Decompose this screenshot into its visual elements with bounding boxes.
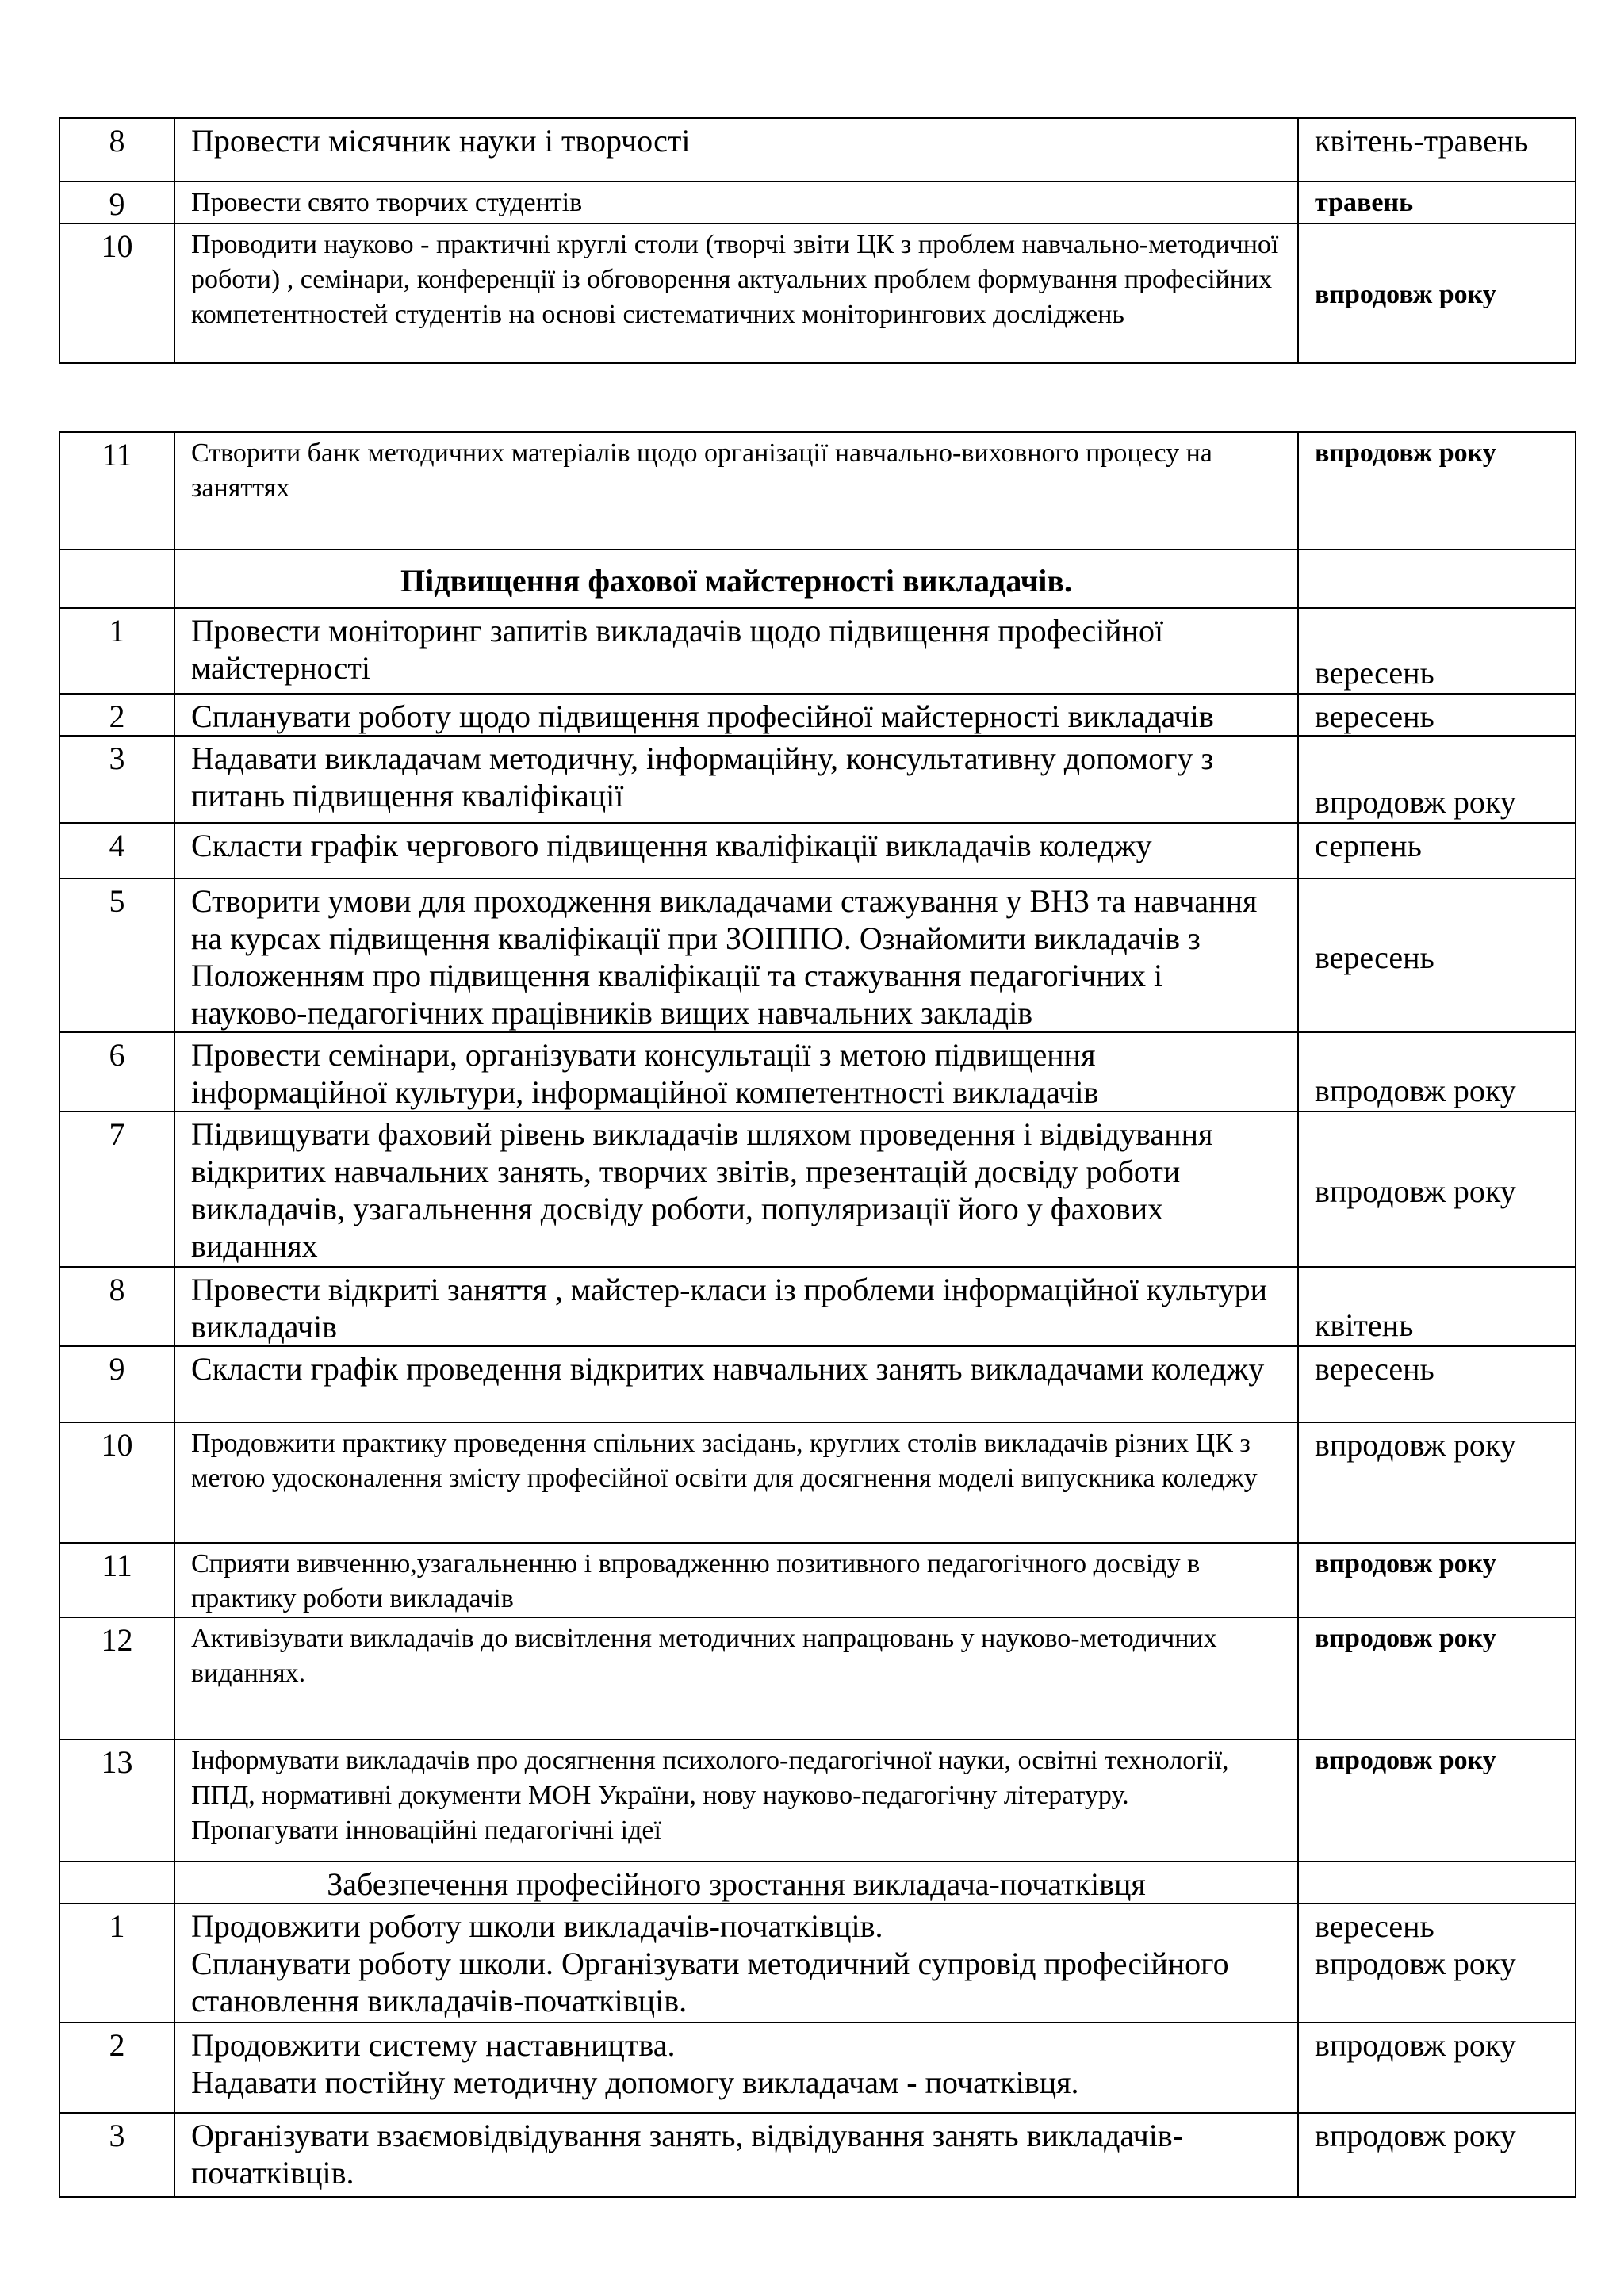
task-text: Надавати викладачам методичну, інформаційну, консультативну допомогу з питань підвищення кваліфікації xyxy=(174,736,1298,823)
section-header-row xyxy=(59,1862,1576,1904)
term-text: вересень xyxy=(1298,608,1576,694)
table-row xyxy=(59,1346,1576,1422)
task-text: Продовжити практику проведення спільних засідань, круглих столів викладачів різних ЦК з метою удосконалення змісту професійної освіти для досягнення моделі випускника коледжу xyxy=(174,1422,1298,1543)
task-text xyxy=(174,1904,1298,2022)
row-number: 2 xyxy=(59,694,174,736)
term-text: вересень xyxy=(1298,878,1576,1032)
task-text: Спланувати роботу щодо підвищення професійної майстерності викладачів xyxy=(174,694,1298,736)
task-text: Організувати взаємовідвідування занять, відвідування занять викладачів-початківців. xyxy=(174,2113,1298,2197)
row-number: 10 xyxy=(59,1422,174,1543)
task-text: Провести місячник науки і творчості xyxy=(174,118,1298,182)
term-text: впродовж року xyxy=(1298,2022,1576,2113)
term-line: впродовж року xyxy=(1315,1946,1516,1981)
task-line: Продовжити роботу школи викладачів-початківців. xyxy=(191,1908,883,1944)
empty-cell xyxy=(59,1862,174,1904)
task-text: Проводити науково - практичні круглі столи (творчі звіти ЦК з проблем навчально-методичної роботи) , семінари, конференції із обговорення актуальних проблем формування професійних компетентностей студентів на основі систематичних моніторингових досліджень xyxy=(174,224,1298,363)
row-number: 4 xyxy=(59,823,174,878)
task-text: Створити банк методичних матеріалів щодо організації навчально-виховного процесу на заняттях xyxy=(174,432,1298,549)
term-text: впродовж року xyxy=(1298,1543,1576,1617)
row-number: 11 xyxy=(59,1543,174,1617)
row-number: 12 xyxy=(59,1617,174,1739)
term-text: впродовж року xyxy=(1298,432,1576,549)
table-row xyxy=(59,608,1576,694)
term-text xyxy=(1298,1904,1576,2022)
section-header-row xyxy=(59,549,1576,608)
empty-cell xyxy=(1298,1862,1576,1904)
row-number: 13 xyxy=(59,1739,174,1862)
plan-table-1 xyxy=(59,117,1576,364)
empty-cell xyxy=(1298,549,1576,608)
row-number: 7 xyxy=(59,1112,174,1267)
term-text: впродовж року xyxy=(1298,2113,1576,2197)
task-text: Скласти графік чергового підвищення кваліфікації викладачів коледжу xyxy=(174,823,1298,878)
table-row xyxy=(59,224,1576,363)
row-number: 1 xyxy=(59,1904,174,2022)
table-row xyxy=(59,736,1576,823)
task-text: Провести відкриті заняття , майстер-класи із проблеми інформаційної культури викладачів xyxy=(174,1267,1298,1346)
table-row xyxy=(59,694,1576,736)
term-text: впродовж року xyxy=(1298,224,1576,363)
row-number: 3 xyxy=(59,736,174,823)
section-title: Забезпечення професійного зростання викладача-початківця xyxy=(174,1862,1298,1904)
task-text: Створити умови для проходження викладачами стажування у ВНЗ та навчання на курсах підвищення кваліфікації при ЗОІППО. Ознайомити викладачів з Положенням про підвищення кваліфікації та стажування педагогічних і науково-педагогічних працівників вищих навчальних закладів xyxy=(174,878,1298,1032)
table-row xyxy=(59,1267,1576,1346)
term-text: вересень xyxy=(1298,1346,1576,1422)
row-number: 11 xyxy=(59,432,174,549)
row-number: 8 xyxy=(59,1267,174,1346)
plan-table-2 xyxy=(59,431,1576,2198)
term-text: впродовж року xyxy=(1298,1112,1576,1267)
table-row xyxy=(59,1032,1576,1112)
section-title: Підвищення фахової майстерності викладачів. xyxy=(174,549,1298,608)
row-number: 10 xyxy=(59,224,174,363)
task-text: Провести семінари, організувати консультації з метою підвищення інформаційної культури, інформаційної компетентності викладачів xyxy=(174,1032,1298,1112)
table-row xyxy=(59,2022,1576,2113)
table-row xyxy=(59,2113,1576,2197)
task-text: Підвищувати фаховий рівень викладачів шляхом проведення і відвідування відкритих навчальних занять, творчих звітів, презентацій досвіду роботи викладачів, узагальнення досвіду роботи, популяризації його у фахових виданнях xyxy=(174,1112,1298,1267)
row-number: 2 xyxy=(59,2022,174,2113)
task-text: Скласти графік проведення відкритих навчальних занять викладачами коледжу xyxy=(174,1346,1298,1422)
term-text: травень xyxy=(1298,182,1576,224)
table-row xyxy=(59,1422,1576,1543)
table-row xyxy=(59,1739,1576,1862)
row-number: 1 xyxy=(59,608,174,694)
table-row xyxy=(59,1904,1576,2022)
term-text: серпень xyxy=(1298,823,1576,878)
table-row xyxy=(59,118,1576,182)
task-line: Продовжити систему наставництва. xyxy=(191,2027,676,2063)
row-number: 8 xyxy=(59,118,174,182)
table-row xyxy=(59,1617,1576,1739)
term-text: впродовж року xyxy=(1298,1617,1576,1739)
term-text: впродовж року xyxy=(1298,1032,1576,1112)
row-number: 5 xyxy=(59,878,174,1032)
term-text: вересень xyxy=(1298,694,1576,736)
table-row xyxy=(59,182,1576,224)
task-text: Провести свято творчих студентів xyxy=(174,182,1298,224)
term-text: впродовж року xyxy=(1298,1739,1576,1862)
row-number: 3 xyxy=(59,2113,174,2197)
row-number: 9 xyxy=(59,1346,174,1422)
table-row xyxy=(59,823,1576,878)
task-text: Інформувати викладачів про досягнення психолого-педагогічної науки, освітні технології, ППД, нормативні документи МОН України, нову науково-педагогічну літературу. Пропагувати інноваційні педагогічні ідеї xyxy=(174,1739,1298,1862)
row-number: 6 xyxy=(59,1032,174,1112)
term-text: впродовж року xyxy=(1298,1422,1576,1543)
task-text: Сприяти вивченню,узагальненню і впровадженню позитивного педагогічного досвіду в практику роботи викладачів xyxy=(174,1543,1298,1617)
term-text: квітень xyxy=(1298,1267,1576,1346)
table-row xyxy=(59,1112,1576,1267)
table-row xyxy=(59,878,1576,1032)
task-text xyxy=(174,2022,1298,2113)
task-text: Провести моніторинг запитів викладачів щодо підвищення професійної майстерності xyxy=(174,608,1298,694)
row-number: 9 xyxy=(59,182,174,224)
term-text: впродовж року xyxy=(1298,736,1576,823)
empty-cell xyxy=(59,549,174,608)
task-line: Спланувати роботу школи. Організувати методичний супровід професійного становлення викладачів-початківців. xyxy=(191,1946,1229,2019)
table-row xyxy=(59,432,1576,549)
task-text: Активізувати викладачів до висвітлення методичних напрацювань у науково-методичних виданнях. xyxy=(174,1617,1298,1739)
term-line: вересень xyxy=(1315,1908,1434,1944)
table-row xyxy=(59,1543,1576,1617)
term-text: квітень-травень xyxy=(1298,118,1576,182)
task-line: Надавати постійну методичну допомогу викладачам - початківця. xyxy=(191,2064,1079,2100)
